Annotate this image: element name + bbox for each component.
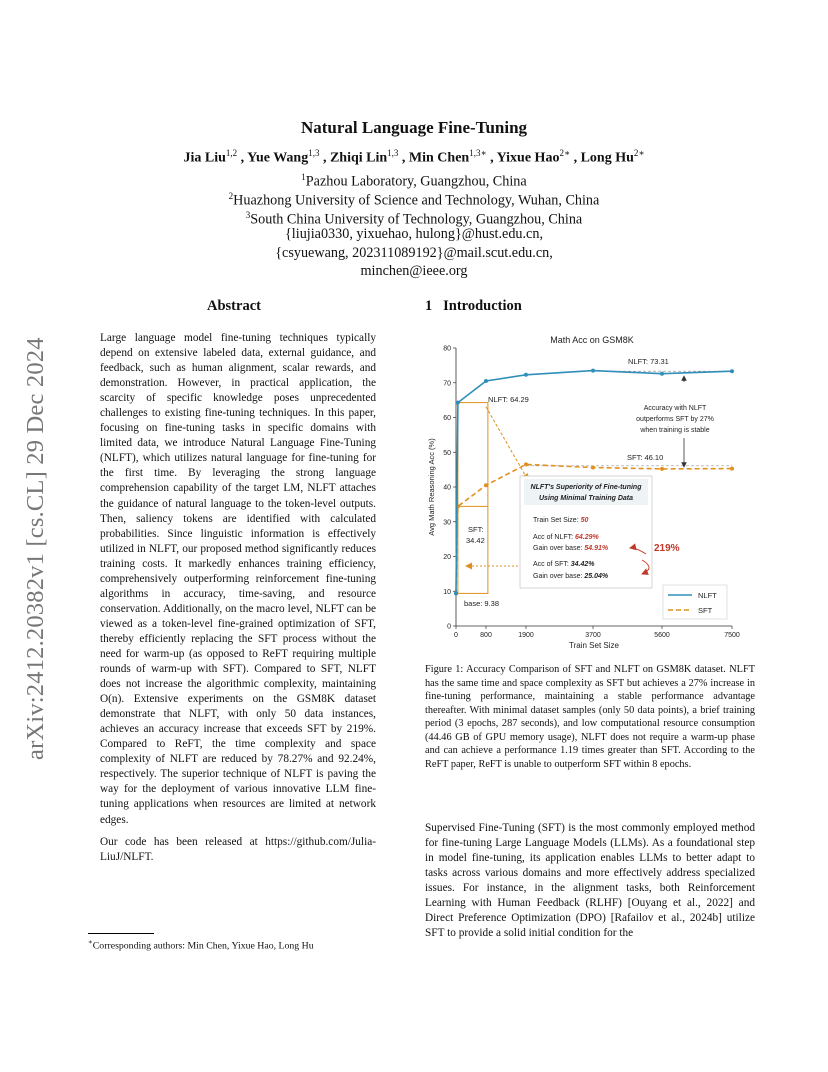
author-affiliation-mark: 1,2 — [225, 148, 238, 158]
minimal-data-bracket — [458, 403, 488, 594]
info-box-title-1: NLFT's Superiority of Fine-tuning — [530, 484, 642, 491]
annotation-sft-value: 34.42 — [466, 536, 485, 545]
email-line-3: minchen@ieee.org — [360, 263, 468, 279]
abstract-paragraph-1: Large language model fine-tuning techniques typically depend on extensive labeled data, external guidance, and feedback, such as human alignment, scalar rewards, and demonstration. However, in practical application, the scarcity of specific knowledge poses unprecedented challenges to existing fine-tuning techniques. In this paper, focusing on fine-tuning tasks in specific domains with limited data, we introduce Natural Language Fine-Tuning (NLFT), which utilizes natural language for fine-tuning for the first time. By leveraging the strong language comprehension capability of the target LM, NLFT attaches the guidance of natural language to the token-level outputs. Then, saliency tokens are identified with calculated probabilities. Since linguistic information is effectively utilized in NLFT, our proposed method significantly reduces training costs. It markedly enhances training efficiency, comprehensively outperforming reinforcement fine-tuning algorithms in accuracy, time-saving, and resource conservation. Additionally, on the macro level, NLFT can be viewed as a token-level fine-grained optimization of SFT, thereby efficiently replacing the SFT process without the need for warm-up (as opposed to ReFT requiring multiple rounds of warm-up with SFT). Compared to SFT, NLFT does not increase the algorithmic complexity, maintaining O(n). Extensive experiments on the GSM8K dataset demonstrate that NLFT, with only 50 data instances, achieves an accuracy increase that exceeds SFT by 219%. Compared to ReFT, the time complexity and space complexity of NLFT are reduced by 78.27% and 92.24%, respectively. The superior technique of NLFT is paving the way for the deployment of various innovative LLM fine-tuning applications when resources are limited at network edges. — [100, 332, 376, 826]
footnote: ∗Corresponding authors: Min Chen, Yixue Hao, Long Hu — [88, 938, 314, 952]
sft-series-point — [524, 462, 528, 466]
author-affiliation-mark: 2∗ — [559, 148, 571, 158]
legend-nlft-label: NLFT — [698, 591, 717, 600]
affiliation-1: $^1$Pazhou Laboratory, Guangzhou, China — [301, 172, 527, 190]
y-tick-label: 70 — [443, 380, 451, 388]
y-tick-label: 60 — [443, 415, 451, 422]
info-gain-nlft — [533, 545, 609, 552]
x-tick-label: 1900 — [518, 632, 534, 639]
author-affiliation-mark: 1,3∗ — [469, 148, 487, 158]
nlft-series-point — [524, 373, 528, 377]
annotation-nlft-final: NLFT: 73.31 — [628, 357, 669, 366]
author-affiliation-mark: 1,3 — [308, 148, 320, 158]
sft-series-point — [591, 466, 595, 470]
author-name: Zhiqi Lin — [329, 150, 388, 166]
author-affiliation-mark: 1,3 — [387, 148, 399, 158]
y-tick-label: 10 — [443, 588, 451, 596]
annotation-sft-final: SFT: 46.10 — [627, 453, 664, 462]
info-gain-nlft-value: 54.91% — [584, 545, 609, 552]
info-gain-sft-label: Gain over base: — [533, 573, 585, 580]
y-tick-label: 80 — [443, 345, 451, 353]
email-line-1: {liujia0330, yixuehao, hulong}@hust.edu.cn, — [285, 226, 543, 242]
annotation-sft-label: SFT: — [468, 525, 484, 534]
x-tick-label: 7500 — [724, 632, 740, 639]
chart-title: Math Acc on GSM8K — [550, 335, 634, 345]
info-train-size — [533, 517, 588, 524]
intro-body — [425, 821, 755, 948]
info-train-size-label: Train Set Size: — [533, 517, 581, 524]
affiliation-3: $^3$South China University of Technology, Guangzhou, China — [245, 210, 583, 228]
section-title: Introduction — [443, 298, 522, 314]
intro-heading — [425, 298, 522, 315]
annotation-nlft-50: NLFT: 64.29 — [488, 395, 529, 404]
annotation-base: base: 9.38 — [464, 599, 500, 608]
info-acc-sft-value: 34.42% — [570, 561, 595, 568]
annotation-stable-3: when training is stable — [640, 427, 710, 434]
intro-paragraph-1: Supervised Fine-Tuning (SFT) is the most commonly employed method for fine-tuning Large Language Models (LLMs). As a foundational step in model fine-tuning, its application enables LLMs to better adapt to tasks across various domains and more effectively address specialized issues. For instance, in the alignment tasks, both Reinforcement Learning with Human Feedback (RLHF) [Ouyang et al., 2022] and Direct Preference Optimization (DPO) [Rafailov et al., 2024b] utilize SFT to provide a solid initial condition for the — [425, 822, 755, 940]
nlft-series-point — [660, 372, 664, 376]
legend-box — [663, 585, 727, 619]
author-list: Jia Liu$^{1,2}$ , Yue Wang$^{1,3}$ , Zhiqi Lin$^{1,3}$ , Min Chen$^{1,3∗}$ , Yixue Hao$^{2∗}$ , Long $Hu^{2∗}$ — [183, 148, 645, 166]
paper-title: Natural Language Fine-Tuning — [300, 118, 528, 137]
section-number: 1 — [425, 298, 433, 314]
y-tick-label: 30 — [443, 519, 451, 527]
abstract-heading: Abstract — [207, 298, 261, 314]
highlight-arrow-nlft — [486, 407, 528, 480]
figure-1-chart — [420, 330, 760, 652]
info-train-size-value: 50 — [580, 517, 589, 524]
y-tick-label: 20 — [443, 554, 451, 561]
annotation-stable-1: Accuracy with NLFT — [643, 405, 707, 412]
info-box-title-2: Using Minimal Training Data — [539, 495, 633, 502]
legend-sft-label: SFT — [698, 606, 713, 615]
ratio-label: 219% — [654, 543, 680, 554]
sft-series-point — [660, 467, 664, 471]
info-acc-sft-label: Acc of SFT: — [533, 561, 571, 568]
info-acc-nlft-label: Acc of NLFT: — [533, 534, 576, 541]
abstract-body — [100, 331, 376, 872]
figure-caption: Figure 1: Accuracy Comparison of SFT and NLFT on GSM8K dataset. NLFT has the same time and space complexity as SFT but achieves a 27% increase in fine-tuning performance, maintaining a stable performance advantage thereafter. With minimal dataset samples (only 50 data points), a brief training period (3 epochs, 287 seconds), and low computational resource consumption (44.46 GB of GPU memory usage), NLFT does not require a warm-up phase and can achieve a performance 1.19 times greater than SFT. According to the ReFT paper, ReFT is unable to outperform SFT within 8 epochs. — [425, 664, 755, 770]
x-tick-label: 5600 — [654, 632, 670, 639]
info-acc-sft — [533, 561, 595, 568]
x-axis-label: Train Set Size — [569, 641, 619, 650]
info-gain-sft-value: 25.04% — [584, 573, 609, 580]
sft-series-point — [484, 483, 488, 487]
author-name: Yixue Hao — [496, 150, 560, 166]
x-tick-label: 3700 — [585, 632, 601, 639]
sft-series-point — [730, 467, 734, 471]
abstract-paragraph-2: Our code has been released at https://github.com/Julia-LiuJ/NLFT. — [100, 835, 376, 863]
y-tick-label: 0 — [447, 623, 451, 631]
y-tick-label: 40 — [443, 484, 451, 492]
x-tick-label: 0 — [454, 632, 458, 639]
author-name: Long Hu — [580, 150, 634, 166]
info-acc-nlft — [533, 534, 600, 541]
info-acc-nlft-value: 64.29% — [575, 534, 599, 541]
author-name: Jia Liu — [183, 150, 226, 166]
author-name: Min Chen — [408, 150, 470, 166]
nlft-series-point — [456, 401, 460, 405]
email-line-2: {csyuewang, 202311089192}@mail.scut.edu.cn, — [275, 245, 553, 261]
nlft-series-point — [454, 591, 458, 595]
nlft-series-point — [484, 379, 488, 383]
annotation-stable-2: outperforms SFT by 27% — [636, 416, 714, 423]
author-affiliation-mark: 2∗ — [633, 148, 645, 158]
x-tick-label: 800 — [480, 632, 492, 639]
author-name: Yue Wang — [247, 150, 309, 166]
y-tick-label: 50 — [443, 449, 451, 457]
affiliation-2: $^2$Huazhong University of Science and Technology, Wuhan, China — [228, 191, 600, 209]
nlft-series-point — [591, 369, 595, 373]
arxiv-stamp: arXiv:2412.20382v1 [cs.CL] 29 Dec 2024 — [22, 337, 49, 760]
info-gain-sft — [533, 573, 609, 580]
footnote-rule — [88, 933, 154, 934]
info-gain-nlft-label: Gain over base: — [533, 545, 585, 552]
chart-svg — [420, 330, 760, 652]
nlft-series-point — [730, 369, 734, 373]
y-axis-label: Avg Math Reasoning Acc (%) — [427, 438, 436, 536]
